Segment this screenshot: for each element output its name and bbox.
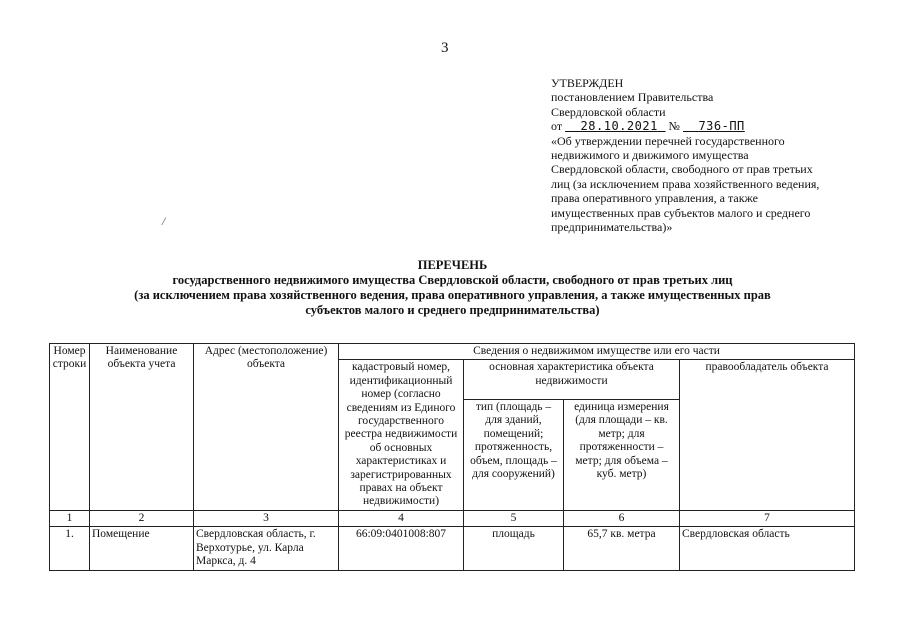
approval-date: 28.10.2021: [580, 119, 658, 134]
header-property-info: Сведения о недвижимом имуществе или его части: [339, 344, 855, 360]
table-row: [50, 527, 855, 570]
approval-subject-line: имущественных прав субъектов малого и среднего: [551, 205, 811, 220]
header-type: тип (площадь – для зданий, помещений; протяженность, объем, площадь – для сооружений): [464, 400, 564, 511]
number-label: №: [668, 119, 680, 134]
approval-line: Свердловской области: [551, 104, 666, 119]
header-object-name: Наименование объекта учета: [90, 344, 194, 511]
from-label: от: [551, 119, 563, 134]
column-number: 7: [680, 510, 855, 526]
approval-subject-line: Свердловской области, свободного от прав третьих: [551, 162, 813, 177]
approval-line: постановлением Правительства: [551, 90, 714, 105]
title-line: государственного недвижимого имущества Свердловской области, свободного от прав третьих лиц: [172, 273, 733, 287]
cell-cadastral: 66:09:0401008:807: [339, 527, 464, 570]
document-title: [0, 258, 905, 318]
cell-unit: 65,7 кв. метра: [564, 527, 680, 570]
column-number: 6: [564, 510, 680, 526]
approval-block: [551, 76, 871, 234]
header-row-number: Номер строки: [50, 344, 90, 511]
page-number: 3: [441, 40, 449, 56]
approval-subject-line: права оперативного управления, а также: [551, 191, 758, 206]
column-number-row: [50, 510, 855, 526]
header-main-characteristic: основная характеристика объекта недвижимости: [464, 360, 680, 400]
approval-subject-line: «Об утверждении перечней государственного: [551, 133, 785, 148]
approval-line: УТВЕРЖДЕН: [551, 76, 624, 90]
cell-address: Свердловская область, г. Верхотурье, ул. Карла Маркса, д. 4: [194, 527, 339, 570]
title-line: субъектов малого и среднего предпринимательства): [305, 303, 600, 317]
column-number: 2: [90, 510, 194, 526]
cell-row-number: 1.: [50, 527, 90, 570]
approval-subject-line: недвижимого и движимого имущества: [551, 148, 749, 163]
approval-number: 736-ПП: [698, 119, 745, 134]
approval-subject-line: предпринимательства)»: [551, 220, 673, 235]
property-table: [49, 343, 855, 571]
header-address: Адрес (местоположение) объекта: [194, 344, 339, 511]
header-owner: правообладатель объекта: [680, 360, 855, 510]
cell-type: площадь: [464, 527, 564, 570]
stray-mark: /: [162, 214, 166, 228]
header-unit: единица измерения (для площади – кв. метр; для протяженности – метр; для объема – куб. метр): [564, 400, 680, 511]
title-line: (за исключением права хозяйственного ведения, права оперативного управления, а также имущественных прав: [134, 288, 771, 302]
column-number: 4: [339, 510, 464, 526]
cell-owner: Свердловская область: [680, 527, 855, 570]
cell-object-name: Помещение: [90, 527, 194, 570]
title-heading: ПЕРЕЧЕНЬ: [417, 258, 488, 272]
column-number: 5: [464, 510, 564, 526]
header-cadastral: кадастровый номер, идентификационный номер (согласно сведениям из Единого государственного реестра недвижимости об основных характеристиках и зарегистрированных правах на объект недвижимости): [339, 360, 464, 510]
column-number: 1: [50, 510, 90, 526]
approval-subject-line: лиц (за исключением права хозяйственного ведения,: [551, 176, 820, 191]
approval-date-line: [551, 119, 871, 133]
column-number: 3: [194, 510, 339, 526]
